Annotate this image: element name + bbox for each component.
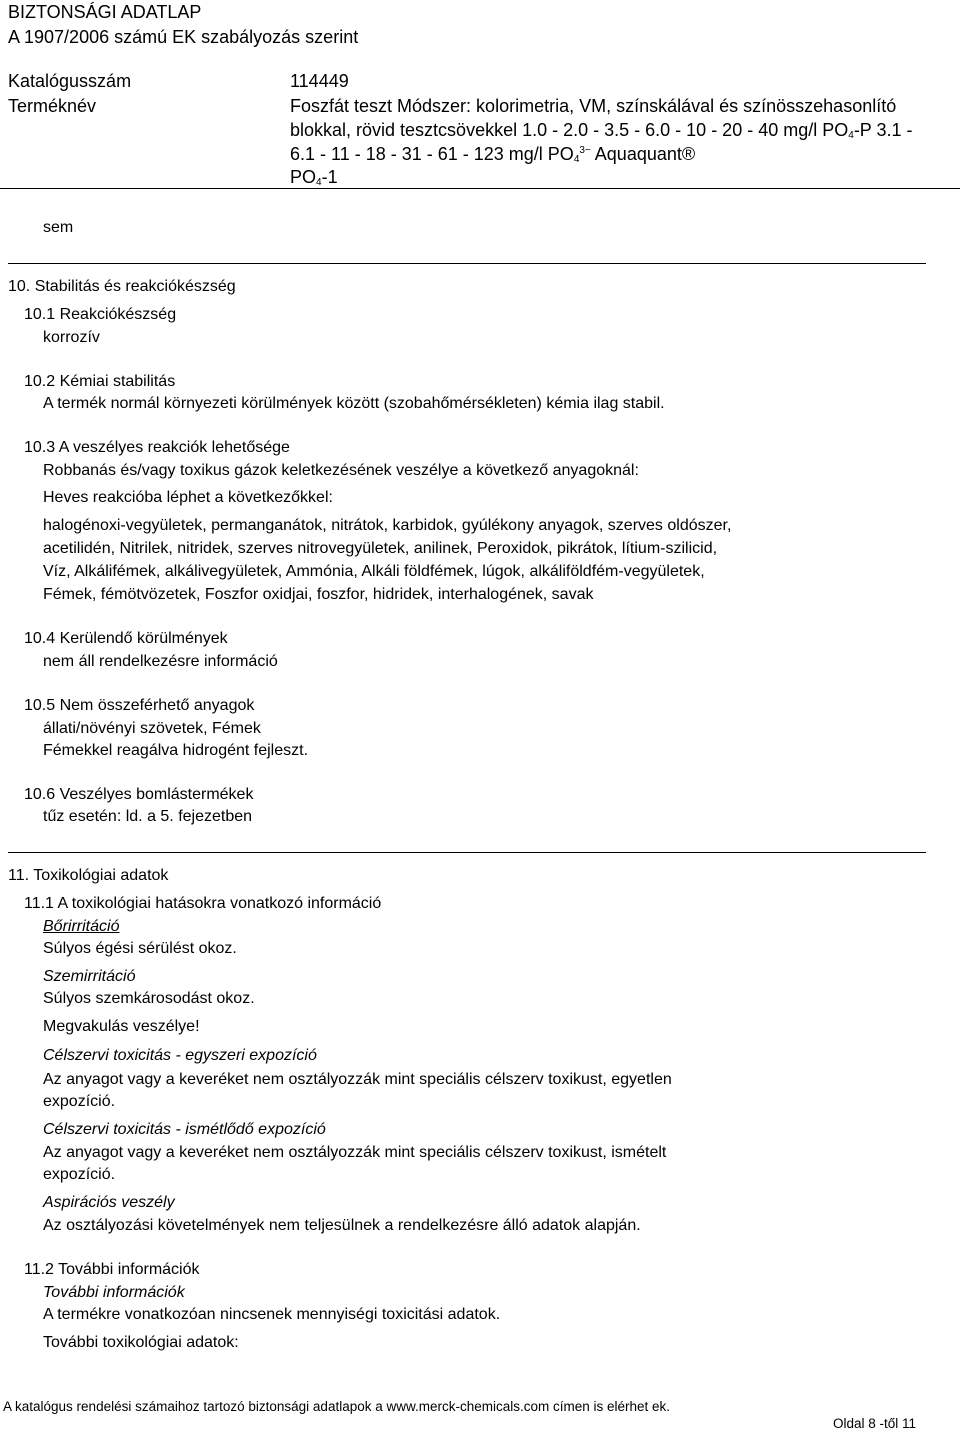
aspiration-label: Aspirációs veszély: [43, 1194, 175, 1211]
section10-1-text: korrozív: [43, 329, 100, 346]
section11-title: 11. Toxikológiai adatok: [8, 867, 169, 884]
section10-3-line3: halogénoxi-vegyületek, permanganátok, nitrátok, karbidok, gyúlékony anyagok, szerves oldószer,: [43, 517, 732, 534]
section10-2-title: 10.2 Kémiai stabilitás: [24, 373, 176, 390]
section10-3-line6: Fémek, fémötvözetek, Foszfor oxidjai, foszfor, hidridek, interhalogének, savak: [43, 586, 594, 603]
eye-irritation-label: Szemirritáció: [43, 968, 136, 985]
stot-single-label: Célszervi toxicitás - egyszeri expozíció: [43, 1047, 317, 1064]
section10-5-line2: Fémekkel reagálva hidrogént fejleszt.: [43, 742, 309, 759]
stot-single-line2: expozíció.: [43, 1093, 116, 1110]
product-line2-subscript: 4: [848, 130, 854, 141]
document-subtitle: A 1907/2006 számú EK szabályozás szerint: [8, 27, 359, 47]
section10-divider: [8, 263, 926, 264]
section11-2-title: 11.2 További információk: [24, 1261, 200, 1278]
section10-4-text: nem áll rendelkezésre információ: [43, 653, 278, 670]
skin-irritation-text: Súlyos égési sérülést okoz.: [43, 940, 237, 957]
section11-1-title: 11.1 A toxikológiai hatásokra vonatkozó információ: [24, 895, 382, 912]
product-line3-subscript: 4: [573, 154, 580, 165]
product-line4-suffix: -1: [321, 167, 338, 187]
further-tox-data: További toxikológiai adatok:: [43, 1334, 239, 1351]
product-line4-subscript: 4: [316, 177, 322, 188]
product-name-line3: [290, 144, 695, 165]
product-label: Terméknév: [8, 96, 97, 116]
skin-irritation-label: Bőrirritáció: [43, 918, 120, 935]
section10-6-text: tűz esetén: ld. a 5. fejezetben: [43, 808, 253, 825]
header-divider: [0, 188, 960, 189]
section10-1-title: 10.1 Reakciókészség: [24, 306, 177, 323]
section10-5-title: 10.5 Nem összeférhető anyagok: [24, 697, 255, 714]
section10-4-title: 10.4 Kerülendő körülmények: [24, 630, 228, 647]
product-line3-text: 6.1 - 11 - 18 - 31 - 61 - 123 mg/l PO: [290, 144, 574, 164]
section10-6-title: 10.6 Veszélyes bomlástermékek: [24, 786, 254, 803]
section10-5-line1: állati/növényi szövetek, Fémek: [43, 720, 261, 737]
product-line3-superscript: 3−: [579, 145, 591, 156]
page-number: Oldal 8 -től 11: [833, 1416, 917, 1431]
footer-text: A katalógus rendelési számaihoz tartozó biztonsági adatlapok a www.merck-chemicals.com címen is elérhet ek.: [3, 1399, 671, 1414]
stot-repeat-label: Célszervi toxicitás - ismétlődő expozíció: [43, 1121, 326, 1138]
product-line3-suffix: Aquaquant®: [590, 144, 696, 164]
eye-irritation-text2: Megvakulás veszélye!: [43, 1018, 200, 1035]
section11-divider: [8, 852, 926, 853]
further-info-text: A termékre vonatkozóan nincsenek mennyiségi toxicitási adatok.: [43, 1306, 501, 1323]
product-line2-suffix: -P 3.1 -: [853, 120, 913, 140]
stot-repeat-line2: expozíció.: [43, 1166, 116, 1183]
section10-3-line5: Víz, Alkálifémek, alkálivegyületek, Ammónia, Alkáli földfémek, lúgok, alkáliföldfém-vegyületek,: [43, 563, 705, 580]
section10-title: 10. Stabilitás és reakciókészség: [8, 278, 236, 295]
catalog-value: 114449: [290, 71, 349, 91]
product-name-line1: Foszfát teszt Módszer: kolorimetria, VM, színskálával és színösszehasonlító: [290, 96, 897, 116]
product-line2-text: blokkal, rövid tesztcsövekkel 1.0 - 2.0 - 3.5 - 6.0 - 10 - 20 - 40 mg/l PO: [290, 120, 849, 140]
section10-3-line2: Heves reakcióba léphet a következőkkel:: [43, 489, 333, 506]
eye-irritation-text1: Súlyos szemkárosodást okoz.: [43, 990, 255, 1007]
stot-repeat-line1: Az anyagot vagy a keveréket nem osztályozzák mint speciális célszerv toxikust, ismételt: [43, 1144, 667, 1161]
section10-3-line1: Robbanás és/vagy toxikus gázok keletkezésének veszélye a következő anyagoknál:: [43, 462, 639, 479]
document-title: BIZTONSÁGI ADATLAP: [8, 2, 202, 22]
section10-2-text: A termék normál környezeti körülmények között (szobahőmérsékleten) kémia ilag stabil.: [43, 395, 665, 412]
product-name-line2: [290, 120, 913, 141]
catalog-label: Katalógusszám: [8, 71, 132, 91]
section10-3-title: 10.3 A veszélyes reakciók lehetősége: [24, 439, 290, 456]
aspiration-text: Az osztályozási követelmények nem teljesülnek a rendelkezésre álló adatok alapján.: [43, 1217, 641, 1234]
section10-3-line4: acetilidén, Nitrilek, nitridek, szerves nitrovegyületek, anilinek, Peroxidok, pikrátok, lítium-szilicid,: [43, 540, 718, 557]
further-info-label: További információk: [43, 1284, 185, 1301]
stot-single-line1: Az anyagot vagy a keveréket nem osztályozzák mint speciális célszerv toxikust, egyetlen: [43, 1071, 672, 1088]
product-line4-text: PO: [290, 167, 317, 187]
product-name-line4: [290, 167, 338, 188]
continued-text: sem: [43, 219, 74, 236]
